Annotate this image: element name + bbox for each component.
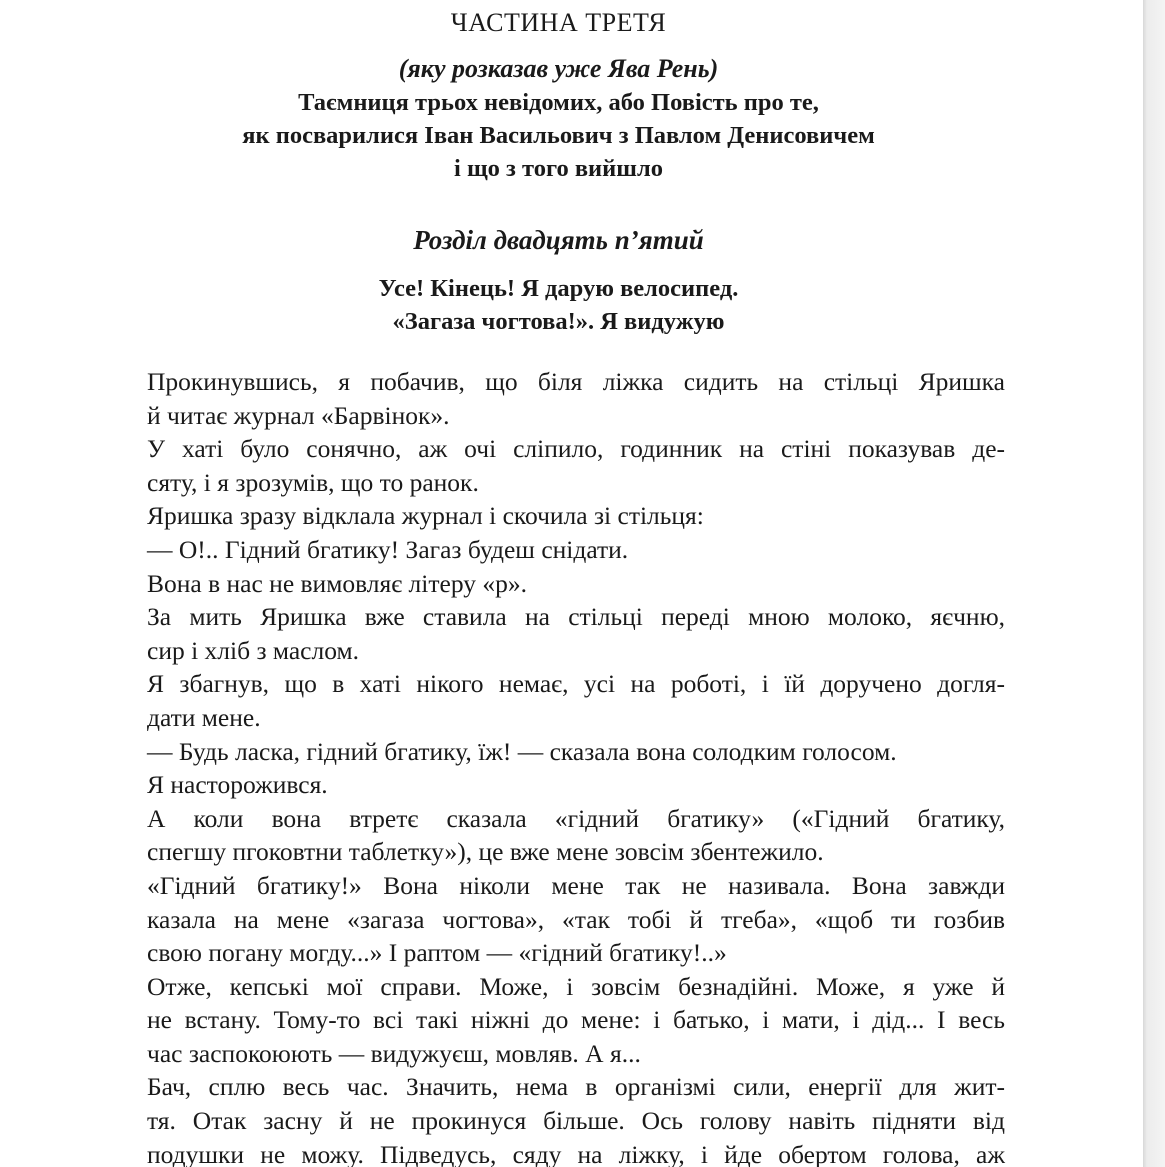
paragraph-line: Вона в нас не вимовляє літеру «р». (147, 568, 527, 598)
chapter-title: Розділ двадцять п’ятий (413, 225, 704, 255)
paragraph-line: У хаті було сонячно, аж очі сліпило, годинник на стіні показував де- (147, 434, 1005, 464)
paragraph-line: сяту, і я зрозумів, що то ранок. (147, 467, 479, 497)
narrator-line: (яку розказав уже Ява Рень) (398, 54, 719, 83)
body-text (112, 365, 1005, 1167)
subtitle-line: як посварилися Іван Васильович з Павлом Денисовичем (242, 122, 875, 149)
paragraph (112, 1070, 1005, 1167)
paragraph-line: Отже, кепські мої справи. Може, і зовсім безнадійні. Може, я уже й (147, 971, 1005, 1001)
paragraph (112, 499, 1005, 533)
chapter-subtitle-line: «Загаза чогтова!». Я видужую (392, 308, 725, 335)
paragraph-line: спегшу пгоковтни таблетку»), це вже мене зовсім збентежило. (147, 837, 824, 867)
paragraph-line: тя. Отак засну й не прокинуся більше. Ось голову навіть підняти від (147, 1106, 1005, 1136)
paragraph-line: не встану. Тому-то всі такі ніжні до мене: і батько, і мати, і дід... І весь (147, 1005, 1005, 1035)
part-title: ЧАСТИНА ТРЕТЯ (450, 8, 667, 37)
paragraph (112, 768, 1005, 802)
paragraph-line: Бач, сплю весь час. Значить, нема в організмі сили, енергії для жит- (147, 1072, 1005, 1102)
paragraph-line: Я збагнув, що в хаті нікого немає, усі на роботі, і їй доручено догля- (147, 669, 1005, 699)
paragraph-line: Прокинувшись, я побачив, що біля ліжка сидить на стільці Яришка (147, 367, 1005, 396)
paragraph-line: час заспокоюють — видужуєш, мовляв. А я... (147, 1038, 641, 1068)
paragraph-line: казала на мене «загаза чогтова», «так тобі й тгеба», «щоб ти гозбив (147, 904, 1005, 934)
part-subtitle (112, 86, 1005, 185)
paragraph-line: сир і хліб з маслом. (147, 635, 360, 665)
paragraph (112, 533, 1005, 567)
paragraph-line: — Будь ласка, гідний бгатику, їж! — сказала вона солодким голосом. (147, 736, 897, 766)
subtitle-line: Таємниця трьох невідомих, або Повість про те, (298, 89, 819, 116)
paragraph-line: свою погану могду...» І раптом — «гідний бгатику!..» (147, 938, 727, 968)
paragraph (112, 365, 1005, 432)
paragraph-line: дати мене. (147, 702, 261, 732)
paragraph (112, 432, 1005, 499)
paragraph (112, 735, 1005, 769)
paragraph (112, 869, 1005, 970)
paragraph-line: Я насторожився. (147, 770, 328, 800)
paragraph-line: «Гідний бгатику!» Вона ніколи мене так не називала. Вона завжди (147, 870, 1005, 900)
paragraph (112, 567, 1005, 601)
paragraph (112, 667, 1005, 734)
paragraph-line: — О!.. Гідний бгатику! Загаз будеш снідати. (147, 534, 629, 564)
paragraph-line: А коли вона втретє сказала «гідний бгатику» («Гідний бгатику, (147, 803, 1005, 833)
paragraph-line: подушки не можу. Підведусь, сяду на ліжку, і йде обертом голова, аж (147, 1139, 1005, 1167)
chapter-subtitle (112, 272, 1005, 338)
paragraph (112, 600, 1005, 667)
page-content (112, 4, 1005, 1167)
chapter-subtitle-line: Усе! Кінець! Я дарую велосипед. (378, 275, 739, 302)
subtitle-line: і що з того вийшло (454, 155, 663, 182)
paragraph (112, 802, 1005, 869)
paragraph-line: За мить Яришка вже ставила на стільці переді мною молоко, яєчню, (147, 602, 1005, 632)
page-edge-shadow (1143, 0, 1165, 1167)
paragraph (112, 970, 1005, 1071)
paragraph-line: й читає журнал «Барвінок». (147, 400, 450, 430)
paragraph-line: Яришка зразу відклала журнал і скочила зі стільця: (147, 501, 704, 531)
